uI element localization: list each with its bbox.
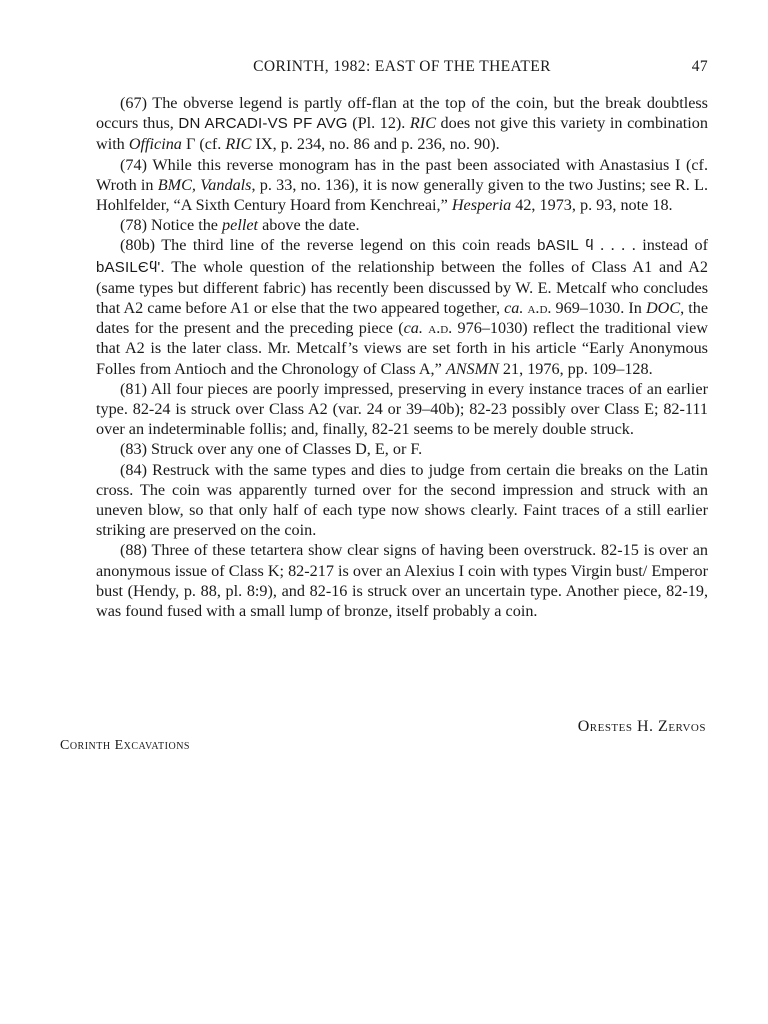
note-67: (67) The obverse legend is partly off-flan at the top of the coin, but the break doubtless occurs thus, DN ARCADI-VS PF AVG (Pl. 12). RIC does not give this variety in combination with Officina Γ (cf. RIC IX, p. 234, no. 86 and p. 236, no. 90). [96,94,708,154]
author-affiliation: Corinth Excavations [60,738,190,753]
note-81: (81) All four pieces are poorly impressed, preserving in every instance traces of an earlier type. 82-24 is struck over Class A2 (var. 24 or 39–40b); 82-23 possibly over Class E; 82-111 over an indeterminable follis; and, finally, 82-21 seems to be merely double struck. [96,379,708,439]
coin-legend: bASIL ϥ [537,237,594,255]
running-head [96,58,708,80]
running-title: CORINTH, 1982: EAST OF THE THEATER [253,58,551,75]
note-84: (84) Restruck with the same types and dies to judge from certain die breaks on the Latin cross. The coin was apparently turned over for the second impression and struck with an uneven blow, so that only half of each type now shows clearly. Faint traces of a still earlier striking are preserved on the coin. [96,460,708,540]
author-name: Orestes H. Zervos [577,718,706,735]
note-83: (83) Struck over any one of Classes D, E, or F. [120,440,423,459]
note-74: (74) While this reverse monogram has in the past been associated with Anastasius I (cf. Wroth in BMC, Vandals, p. 33, no. 136), it is now generally given to the two Justins; see R. L. Hohlfelder, “A Sixth Century Hoard from Kenchreai,” Hesperia 42, 1973, p. 93, note 18. [96,155,709,215]
notes-body [96,93,708,621]
coin-legend: bASILЄϥ' [96,258,161,276]
page-number: 47 [691,58,708,75]
note-88: (88) Three of these tetartera show clear signs of having been overstruck. 82-15 is over an anonymous issue of Class K; 82-217 is over an Alexius I coin with types Virgin bust/ Emperor bust (Hendy, p. 88, pl. 8:9), and 82-16 is struck over an uncertain type. Another piece, 82-19, was found fused with a small lump of bronze, itself probably a coin. [96,541,708,621]
coin-legend: DN ARCADI-VS PF AVG [178,115,348,133]
note-80b: (80b) The third line of the reverse legend on this coin reads bASIL ϥ . . . . instead of bASILЄϥ'. The whole question of the relationship between the folles of Class A1 and A2 (same types but different fabric) has recently been discussed by W. E. Metcalf who concludes that A2 came before A1 or else that the two appeared together, ca. a.d. 969–1030. In DOC, the dates for the present and the preceding piece (ca. a.d. 976–1030) reflect the traditional view that A2 is the later class. Mr. Metcalf’s views are set forth in his article “Early Anonymous Folles from Antioch and the Chronology of Class A,” ANSMN 21, 1976, pp. 109–128. [96,236,709,378]
note-78: (78) Notice the pellet above the date. [120,216,360,235]
